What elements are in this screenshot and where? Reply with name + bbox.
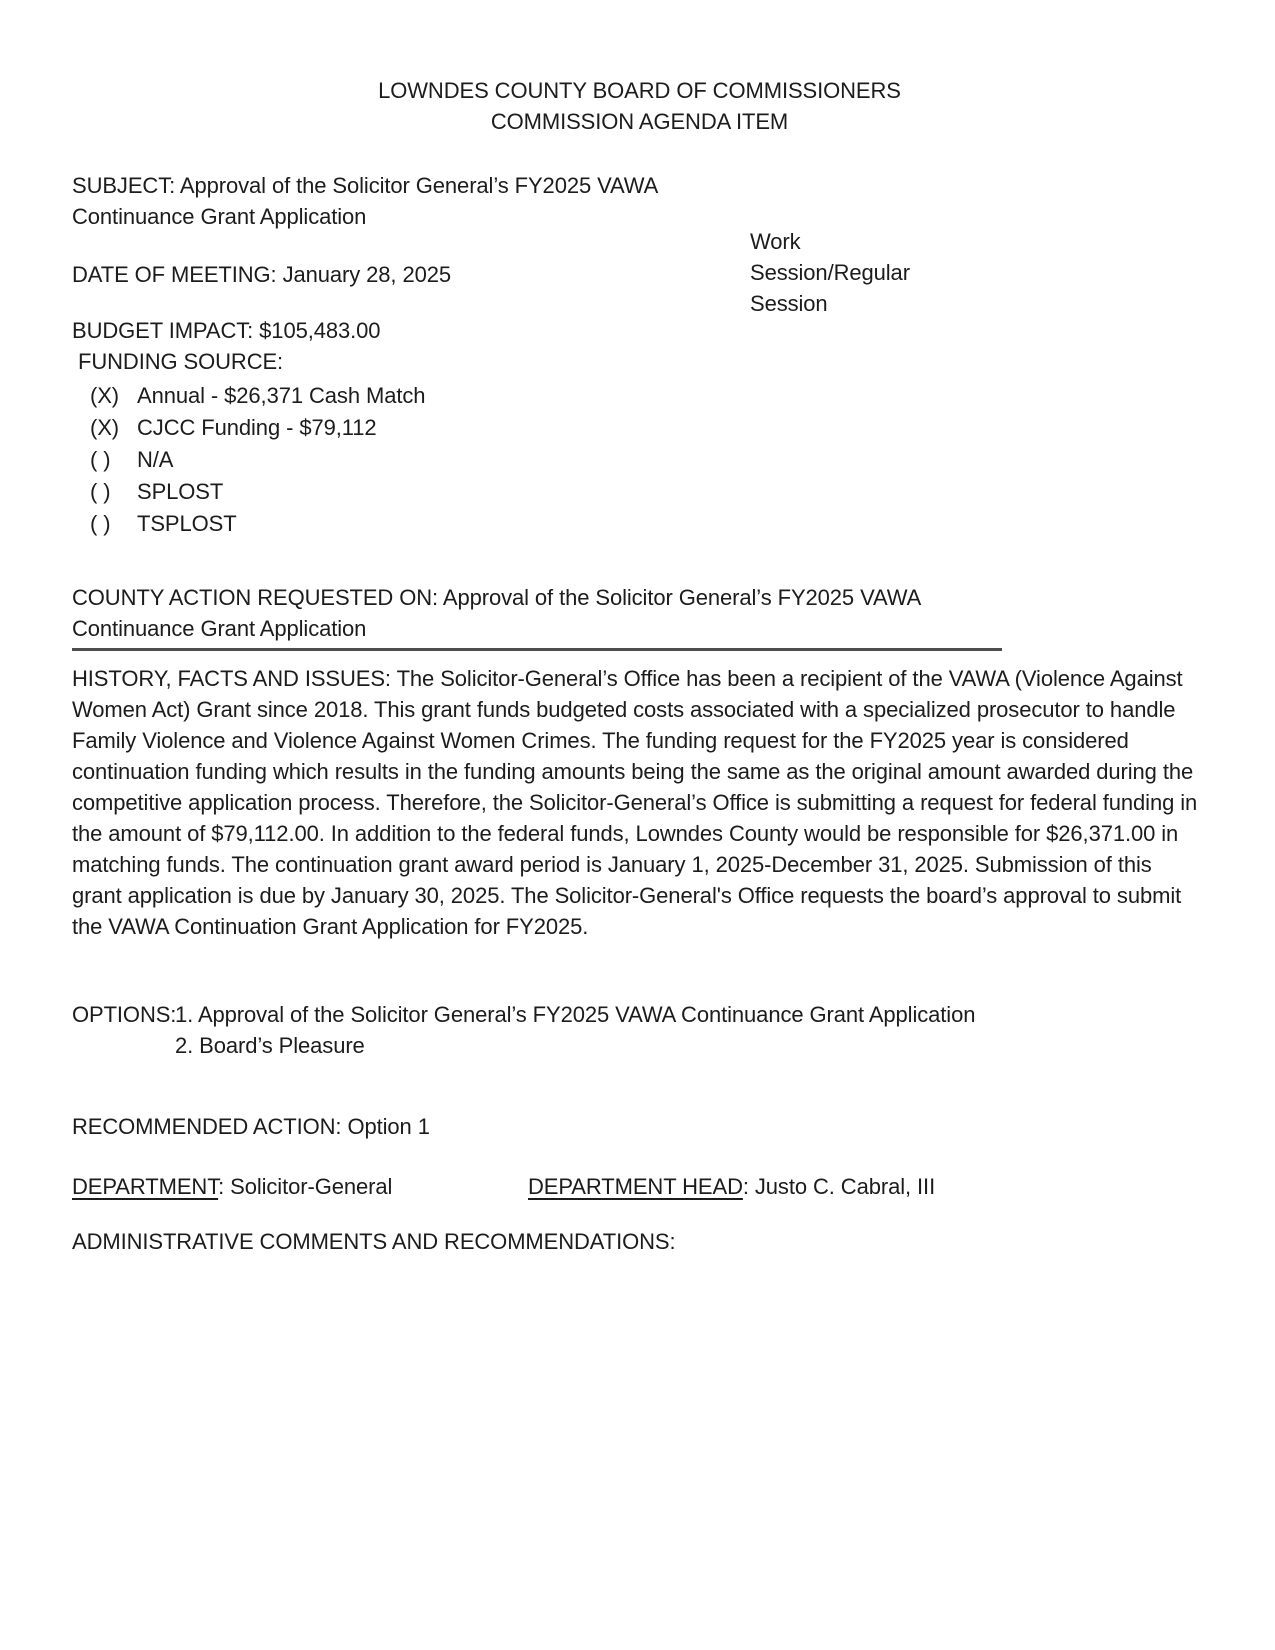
date-of-meeting-line bbox=[72, 259, 1207, 290]
department-head-label: DEPARTMENT HEAD bbox=[528, 1174, 743, 1199]
recommended-action-line bbox=[72, 1111, 1207, 1142]
budget-impact-value: $105,483.00 bbox=[259, 318, 381, 343]
divider bbox=[72, 648, 1002, 651]
funding-option-na bbox=[72, 444, 1207, 475]
county-action-value: Approval of the Solicitor General’s FY2025 VAWA Continuance Grant Application bbox=[72, 585, 920, 641]
budget-impact-line bbox=[72, 315, 1207, 346]
county-action-line bbox=[72, 582, 972, 644]
subject-line bbox=[72, 170, 722, 232]
date-of-meeting-value: January 28, 2025 bbox=[282, 262, 451, 287]
checkbox-mark: ( ) bbox=[90, 447, 111, 472]
funding-option-label: N/A bbox=[137, 447, 174, 472]
county-action-label: COUNTY ACTION REQUESTED ON: bbox=[72, 585, 439, 610]
document-header bbox=[72, 75, 1207, 137]
recommended-action-label: RECOMMENDED ACTION: bbox=[72, 1114, 342, 1139]
funding-option-label: SPLOST bbox=[137, 479, 224, 504]
department-row bbox=[72, 1171, 1207, 1202]
funding-option-label: TSPLOST bbox=[137, 511, 237, 536]
department-label: DEPARTMENT bbox=[72, 1174, 219, 1199]
option-item-1: 1. Approval of the Solicitor General’s FY2025 VAWA Continuance Grant Application bbox=[175, 1002, 976, 1027]
history-label: HISTORY, FACTS AND ISSUES: bbox=[72, 666, 391, 691]
department-head-line bbox=[528, 1171, 935, 1202]
checkbox-mark: (X) bbox=[90, 383, 120, 408]
header-title-line2: COMMISSION AGENDA ITEM bbox=[490, 109, 789, 134]
option-item-2: 2. Board’s Pleasure bbox=[175, 1033, 365, 1058]
funding-option-cjcc bbox=[72, 412, 1207, 443]
header-title-line1: LOWNDES COUNTY BOARD OF COMMISSIONERS bbox=[378, 78, 901, 103]
session-type: Work Session/Regular Session bbox=[750, 229, 910, 316]
checkbox-mark: ( ) bbox=[90, 511, 111, 536]
administrative-comments-label: ADMINISTRATIVE COMMENTS AND RECOMMENDATIONS: bbox=[72, 1229, 676, 1254]
budget-impact-label: BUDGET IMPACT: bbox=[72, 318, 254, 343]
funding-option-label: CJCC Funding - $79,112 bbox=[137, 415, 377, 440]
history-text: The Solicitor-General’s Office has been a recipient of the VAWA (Violence Against Women Act) Grant since 2018. This grant funds budgeted costs associated with a specialized prosecutor to handle Family Violence and Violence Against Women Crimes. The funding request for the FY2025 year is considered continuation funding which results in the funding amounts being the same as the original amount awarded during the competitive application process. Therefore, the Solicitor-General’s Office is submitting a request for federal funding in the amount of $79,112.00. In addition to the federal funds, Lowndes County would be responsible for $26,371.00 in matching funds. The continuation grant award period is January 1, 2025-December 31, 2025. Submission of this grant application is due by January 30, 2025. The Solicitor-General's Office requests the board’s approval to submit the VAWA Continuation Grant Application for FY2025. bbox=[72, 666, 1198, 939]
subject-value: Approval of the Solicitor General’s FY2025 VAWA Continuance Grant Application bbox=[72, 173, 658, 229]
department-value: : Solicitor-General bbox=[218, 1174, 393, 1199]
checkbox-mark: (X) bbox=[90, 415, 120, 440]
department-line bbox=[72, 1171, 528, 1202]
date-of-meeting-label: DATE OF MEETING: bbox=[72, 262, 277, 287]
funding-option-annual bbox=[72, 380, 1207, 411]
funding-source-list bbox=[72, 380, 1207, 539]
funding-option-splost bbox=[72, 476, 1207, 507]
history-paragraph bbox=[72, 663, 1207, 942]
subject-label: SUBJECT: bbox=[72, 173, 176, 198]
recommended-action-value: Option 1 bbox=[347, 1114, 430, 1139]
options-section bbox=[72, 999, 1207, 1061]
checkbox-mark: ( ) bbox=[90, 479, 111, 504]
funding-option-tsplost bbox=[72, 508, 1207, 539]
options-list bbox=[175, 999, 975, 1061]
department-head-value: : Justo C. Cabral, III bbox=[742, 1174, 936, 1199]
funding-source-label: FUNDING SOURCE: bbox=[78, 349, 284, 374]
funding-option-label: Annual - $26,371 Cash Match bbox=[137, 383, 426, 408]
options-label: OPTIONS: bbox=[72, 1002, 177, 1027]
